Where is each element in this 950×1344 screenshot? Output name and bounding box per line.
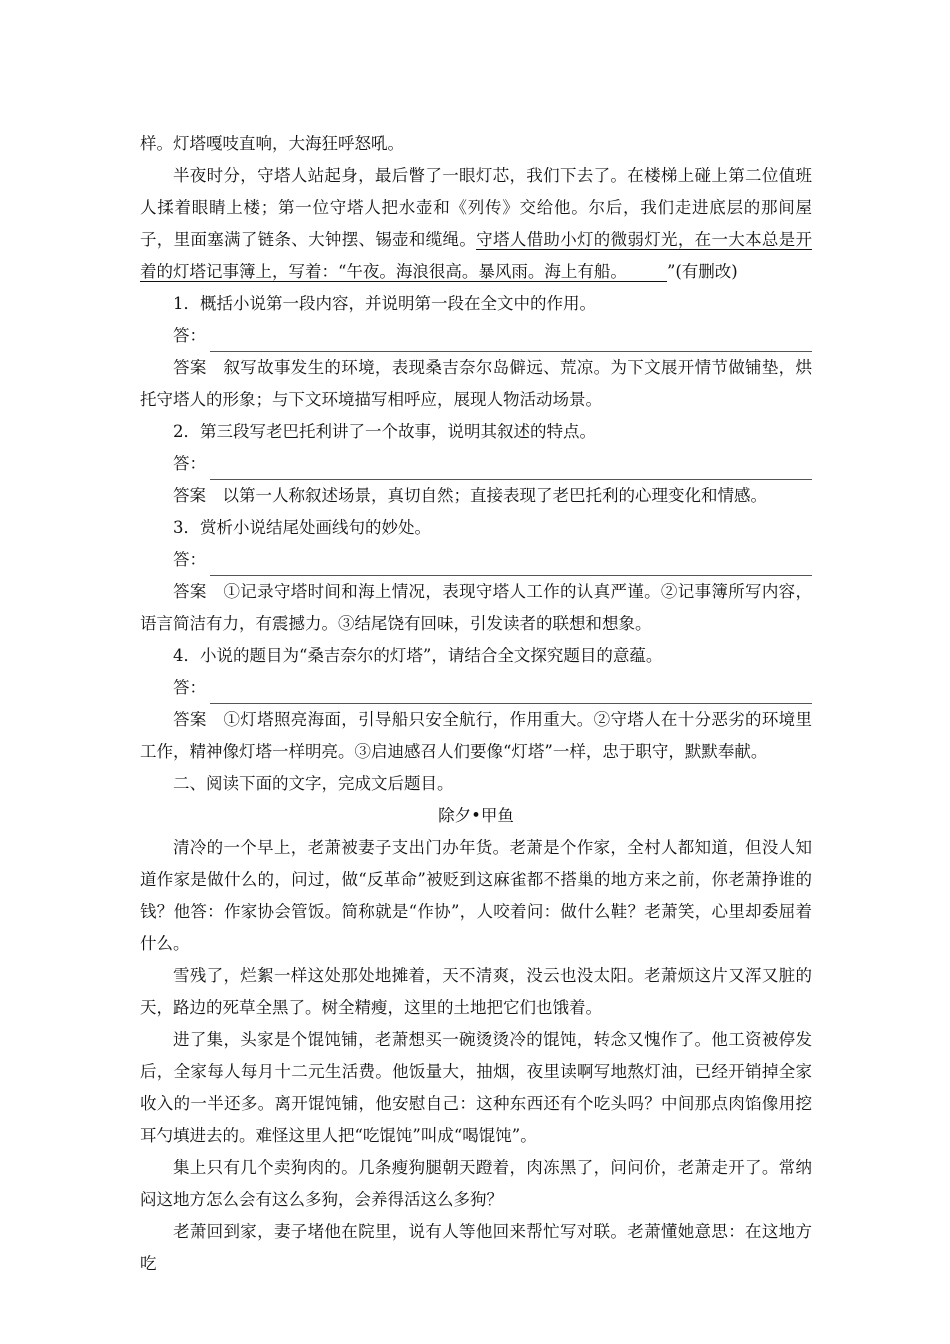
answer-key-label: 答案 bbox=[173, 582, 207, 601]
passage-last-plain: 半夜时分，守塔人站起身，最后瞥了一眼灯芯，我们下去了。在楼梯上碰上第二位值班人揉着眼睛上楼；第一位守塔人把水壶和《列传》交给他。尔后，我们走进底层的那间屋子，里面塞满了链条、大钟摆、锡壶和缆绳。 bbox=[140, 166, 812, 249]
answer-rule[interactable] bbox=[210, 329, 812, 352]
answer-key-text: 以第一人称叙述场景，真切自然；直接表现了老巴托利的心理变化和情感。 bbox=[222, 486, 767, 505]
question-2: 2．第三段写老巴托利讲了一个故事，说明其叙述的特点。 bbox=[173, 422, 596, 441]
underlined-sentence: 守塔人借助小灯的微弱灯光，在一大本总是开着的灯塔记事簿上，写着：“午夜。海浪很高。暴风雨。海上有船。 bbox=[140, 230, 813, 281]
question-1: 1．概括小说第一段内容，并说明第一段在全文中的作用。 bbox=[173, 294, 596, 313]
question-4: 4．小说的题目为“桑吉奈尔的灯塔”，请结合全文探究题目的意蕴。 bbox=[173, 646, 663, 665]
answer-key-label: 答案 bbox=[173, 358, 207, 377]
answer-line-4[interactable] bbox=[140, 672, 812, 704]
answer-label: 答： bbox=[173, 454, 206, 473]
passage-last-paragraph bbox=[140, 160, 812, 288]
section-heading: 二、阅读下面的文字，完成文后题目。 bbox=[173, 774, 454, 793]
answer-rule[interactable] bbox=[210, 553, 812, 576]
answer-line-1[interactable] bbox=[140, 320, 812, 352]
answer-line-3[interactable] bbox=[140, 544, 812, 576]
answer-key-3 bbox=[140, 576, 812, 640]
answer-rule[interactable] bbox=[210, 681, 812, 704]
story-paragraph: 雪残了，烂絮一样这处那处地摊着，天不清爽，没云也没太阳。老萧烦这片又浑又脏的天，路边的死草全黑了。树全精瘦，这里的土地把它们也饿着。 bbox=[140, 966, 812, 1017]
answer-key-1 bbox=[140, 352, 812, 416]
answer-rule[interactable] bbox=[210, 457, 812, 480]
story-paragraph: 老萧回到家，妻子堵他在院里，说有人等他回来帮忙写对联。老萧懂她意思：在这地方吃 bbox=[140, 1222, 812, 1273]
source-note: ”(有删改) bbox=[666, 262, 738, 281]
answer-key-text: 叙写故事发生的环境，表现桑吉奈尔岛僻远、荒凉。为下文展开情节做铺垫，烘托守塔人的形象；与下文环境描写相呼应，展现人物活动场景。 bbox=[140, 358, 813, 409]
answer-key-label: 答案 bbox=[173, 486, 206, 505]
answer-label: 答： bbox=[173, 326, 206, 345]
answer-line-2[interactable] bbox=[140, 448, 812, 480]
passage-tail: 样。灯塔嘎吱直响，大海狂呼怒吼。 bbox=[140, 134, 404, 153]
document-page bbox=[140, 128, 812, 1280]
answer-label: 答： bbox=[173, 678, 206, 697]
answer-key-text: ①记录守塔时间和海上情况，表现守塔人工作的认真严谨。②记事簿所写内容，语言简洁有力，有震撼力。③结尾饶有回味，引发读者的联想和想象。 bbox=[140, 582, 813, 633]
answer-key-text: ①灯塔照亮海面，引导船只安全航行，作用重大。②守塔人在十分恶劣的环境里工作，精神像灯塔一样明亮。③启迪感召人们要像“灯塔”一样，忠于职守，默默奉献。 bbox=[140, 710, 813, 761]
story-paragraph: 进了集，头家是个馄饨铺，老萧想买一碗烫烫冷的馄饨，转念又愧作了。他工资被停发后，全家每人每月十二元生活费。他饭量大，抽烟，夜里读啊写地熬灯油，已经开销掉全家收入的一半还多。离开馄饨铺，他安慰自己：这种东西还有个吃头吗？中间那点肉馅像用挖耳勺填进去的。难怪这里人把“吃馄饨”叫成“喝馄饨”。 bbox=[140, 1030, 812, 1145]
answer-label: 答： bbox=[173, 550, 206, 569]
answer-key-4 bbox=[140, 704, 812, 768]
story-paragraph: 集上只有几个卖狗肉的。几条瘦狗腿朝天蹬着，肉冻黑了，问问价，老萧走开了。常纳闷这地方怎么会有这么多狗，会养得活这么多狗？ bbox=[140, 1158, 812, 1209]
question-3: 3．赏析小说结尾处画线句的妙处。 bbox=[173, 518, 431, 537]
answer-key-2 bbox=[140, 480, 812, 512]
story-paragraph: 清冷的一个早上，老萧被妻子支出门办年货。老萧是个作家，全村人都知道，但没人知道作家是做什么的，问过，做“反革命”被贬到这麻雀都不搭巢的地方来之前，你老萧挣谁的钱？他答：作家协会管饭。简称就是“作协”，人咬着问：做什么鞋？老萧笑，心里却委屈着什么。 bbox=[140, 838, 812, 953]
answer-key-label: 答案 bbox=[173, 710, 207, 729]
story-title: 除夕•甲鱼 bbox=[438, 806, 514, 825]
